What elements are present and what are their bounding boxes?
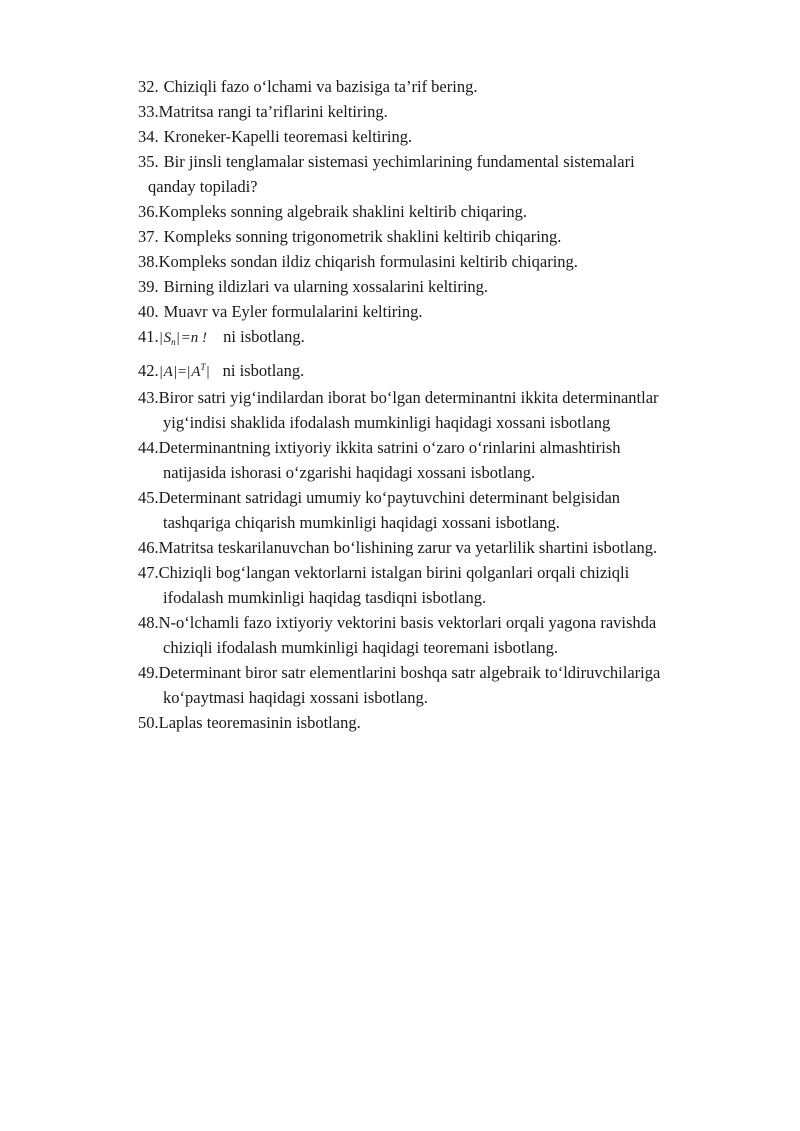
item-text-line1: Biror satri yig‘indilardan iborat bo‘lgan determinantni ikkita determinantlar <box>158 388 659 407</box>
item-number: 37. <box>138 227 159 246</box>
item-number: 38. <box>138 252 159 271</box>
list-item-32 <box>138 74 758 99</box>
list-item-47 <box>138 560 758 610</box>
item-text: Laplas teoremasinin isbotlang. <box>158 713 361 732</box>
list-item-38 <box>138 249 758 274</box>
item-text-line2: natijasida ishorasi o‘zgarishi haqidagi xossani isbotlang. <box>163 463 536 482</box>
item-text: Kompleks sondan ildiz chiqarish formulasini keltirib chiqaring. <box>158 252 578 271</box>
item-number: 50. <box>138 713 159 732</box>
item-number: 46. <box>138 538 159 557</box>
item-number: 35. <box>138 152 159 171</box>
list-item-43 <box>138 385 758 435</box>
list-item-49 <box>138 660 758 710</box>
item-text-line1: Determinantning ixtiyoriy ikkita satrini o‘zaro o‘rinlarini almashtirish <box>158 438 621 457</box>
list-item-50 <box>138 710 758 735</box>
item-number: 43. <box>138 388 159 407</box>
item-number: 39. <box>138 277 159 296</box>
item-number: 33. <box>138 102 159 121</box>
item-number: 44. <box>138 438 159 457</box>
list-item-46 <box>138 535 758 560</box>
item-text-line1: Determinant satridagi umumiy ko‘paytuvchini determinant belgisidan <box>158 488 621 507</box>
formula-sn-equals-n-factorial: $|S_n|=n$ ! <box>159 330 208 347</box>
item-text: Kroneker-Kapelli teoremasi keltiring. <box>163 127 413 146</box>
question-list <box>138 74 758 735</box>
formula-det-a-equals-det-at: $|A|=|A^T|$ <box>159 362 210 380</box>
list-item-42 <box>138 355 758 385</box>
list-item-35 <box>138 149 758 199</box>
item-text-line2: tashqariga chiqarish mumkinligi haqidagi xossani isbotlang. <box>163 513 560 532</box>
item-text-line1: Determinant biror satr elementlarini boshqa satr algebraik to‘ldiruvchilariga <box>158 663 661 682</box>
item-text: Birning ildizlari va ularning xossalarini keltiring. <box>163 277 489 296</box>
item-text: ni isbotlang. <box>223 327 305 346</box>
item-number: 49. <box>138 663 159 682</box>
item-text: Kompleks sonning trigonometrik shaklini keltirib chiqaring. <box>163 227 562 246</box>
item-text-line2: chiziqli ifodalash mumkinligi haqidagi teoremani isbotlang. <box>163 638 559 657</box>
item-text-line2: ifodalash mumkinligi haqidag tasdiqni isbotlang. <box>163 588 487 607</box>
item-text: Chiziqli fazo o‘lchami va bazisiga ta’rif bering. <box>163 77 478 96</box>
item-number: 42. <box>138 361 159 380</box>
item-text: ni isbotlang. <box>222 361 305 380</box>
item-number: 48. <box>138 613 159 632</box>
list-item-39 <box>138 274 758 299</box>
item-number: 34. <box>138 127 159 146</box>
item-text: Matritsa teskarilanuvchan bo‘lishining zarur va yetarlilik shartini isbotlang. <box>158 538 658 557</box>
list-item-44 <box>138 435 758 485</box>
list-item-33 <box>138 99 758 124</box>
list-item-45 <box>138 485 758 535</box>
list-item-36 <box>138 199 758 224</box>
item-text-line1: Chiziqli bog‘langan vektorlarni istalgan birini qolganlari orqali chiziqli <box>158 563 630 582</box>
item-number: 45. <box>138 488 159 507</box>
list-item-34 <box>138 124 758 149</box>
item-number: 47. <box>138 563 159 582</box>
item-number: 32. <box>138 77 159 96</box>
item-text-line1: N-o‘lchamli fazo ixtiyoriy vektorini basis vektorlari orqali yagona ravishda <box>158 613 657 632</box>
item-text: Matritsa rangi ta’riflarini keltiring. <box>158 102 388 121</box>
item-text-line1: Bir jinsli tenglamalar sistemasi yechimlarining fundamental sistemalari <box>163 152 635 171</box>
item-text-line2: yig‘indisi shaklida ifodalash mumkinligi haqidagi xossani isbotlang <box>163 413 611 432</box>
item-text-line2: ko‘paytmasi haqidagi xossani isbotlang. <box>163 688 428 707</box>
item-number: 36. <box>138 202 159 221</box>
formula-symbol: S <box>163 330 172 346</box>
formula-rhs: =n ! <box>180 330 208 346</box>
formula-equals: = <box>177 364 187 380</box>
formula-symbol: A <box>163 364 173 380</box>
formula-subscript: n <box>171 337 176 347</box>
item-number: 41. <box>138 327 159 346</box>
formula-superscript: T <box>200 362 206 372</box>
list-item-41 <box>138 324 758 355</box>
item-number: 40. <box>138 302 159 321</box>
list-item-48 <box>138 610 758 660</box>
item-text: Kompleks sonning algebraik shaklini keltirib chiqaring. <box>158 202 528 221</box>
list-item-37 <box>138 224 758 249</box>
item-text-line2: qanday topiladi? <box>148 177 258 196</box>
list-item-40 <box>138 299 758 324</box>
formula-symbol: A <box>191 364 201 380</box>
item-text: Muavr va Eyler formulalarini keltiring. <box>163 302 423 321</box>
